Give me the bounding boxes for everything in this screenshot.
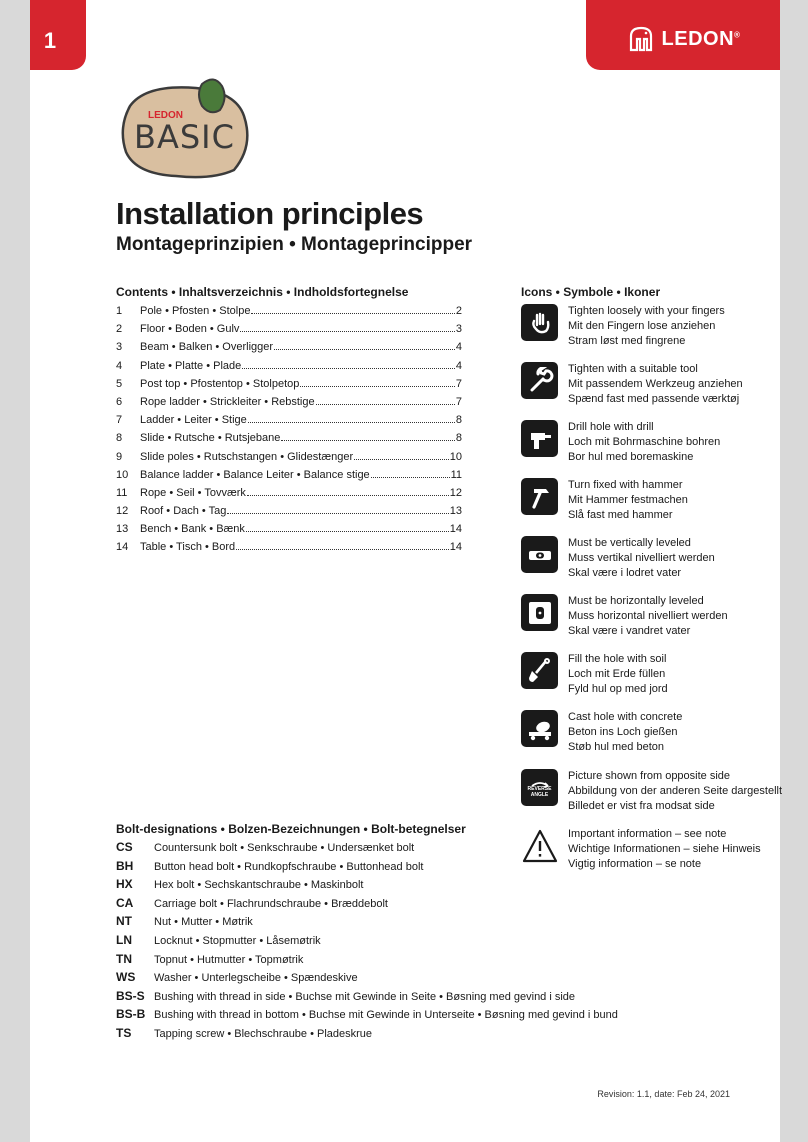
toc-title: Slide • Rutsche • Rutsjebane (140, 432, 281, 445)
toc-leader (236, 549, 449, 550)
toc-page: 4 (455, 359, 462, 372)
wrench-icon (521, 362, 558, 399)
toc-number: 2 (116, 323, 123, 336)
bolt-description: Carriage bolt • Flachrundschraube • Bræddebolt (154, 897, 388, 910)
bolt-description: Nut • Mutter • Møtrik (154, 916, 253, 929)
brand-name: LEDON® (661, 27, 741, 50)
toc-page: 2 (455, 305, 462, 317)
toc-page: 3 (455, 323, 462, 336)
toc-title: Bench • Bank • Bænk (140, 523, 245, 536)
bolt-row (116, 952, 618, 971)
icon-legend-row (521, 769, 782, 813)
toc-leader (354, 459, 449, 460)
toc-number: 4 (116, 359, 123, 372)
icon-description (568, 652, 668, 696)
toc-title: Rope ladder • Strickleiter • Rebstige (140, 395, 315, 408)
icon-description (568, 304, 725, 348)
icon-description-line: Mit den Fingern lose anziehen (568, 319, 716, 332)
toc-number: 6 (116, 395, 123, 408)
toc-leader (371, 477, 450, 478)
bolt-description: Bushing with thread in bottom • Buchse mit Gewinde in Unterseite • Bøsning med gevind i bund (154, 1009, 618, 1022)
contents-list (116, 305, 462, 560)
icon-description-line: Loch mit Erde füllen (568, 667, 666, 680)
hammer-icon (521, 478, 558, 515)
toc-page: 7 (455, 395, 462, 408)
hand-tighten-icon (521, 304, 558, 341)
toc-page: 10 (449, 450, 462, 463)
document-page (30, 0, 783, 1142)
toc-number: 5 (116, 377, 123, 390)
toc-page: 14 (449, 523, 462, 536)
icon-description-line: Billedet er vist fra modsat side (568, 799, 715, 812)
icon-description-line: Mit passendem Werkzeug anziehen (568, 377, 743, 390)
bolt-description: Topnut • Hutmutter • Topmøtrik (154, 953, 304, 966)
toc-row (116, 323, 462, 341)
toc-page: 7 (455, 377, 462, 390)
page-number: 1 (43, 28, 57, 53)
icon-description-line: Tighten with a suitable tool (568, 363, 698, 375)
toc-leader (274, 349, 455, 350)
icon-description-line: Wichtige Informationen – siehe Hinweis (568, 842, 761, 855)
toc-leader (227, 513, 448, 514)
toc-leader (251, 313, 454, 314)
concrete-mixer-icon (521, 710, 558, 747)
bolts-list (116, 840, 618, 1045)
page-number-tab (30, 0, 86, 70)
toc-leader (300, 386, 455, 387)
toc-row (116, 360, 462, 378)
icon-description-line: Important information – see note (568, 828, 727, 840)
bolt-row (116, 896, 618, 915)
toc-page: 14 (449, 541, 462, 554)
toc-leader (242, 368, 455, 369)
shovel-icon (521, 652, 558, 689)
toc-leader (240, 331, 454, 332)
icon-legend-row (521, 362, 743, 406)
icon-description-line: Bor hul med boremaskine (568, 450, 694, 463)
toc-row (116, 451, 462, 469)
toc-number: 11 (116, 486, 128, 499)
icon-description-line: Skal være i vandret vater (568, 624, 691, 637)
bolt-row (116, 1007, 618, 1026)
toc-title: Table • Tisch • Bord (140, 541, 236, 554)
toc-row (116, 523, 462, 541)
toc-number: 7 (116, 414, 123, 427)
toc-row (116, 469, 462, 487)
toc-number: 1 (116, 305, 123, 317)
icon-description-line: Turn fixed with hammer (568, 479, 683, 491)
bolt-row (116, 933, 618, 952)
icon-legend-row (521, 304, 725, 348)
icon-description-line: Skal være i lodret vater (568, 566, 682, 579)
contents-heading: Contents • Inhaltsverzeichnis • Indholdsfortegnelse (116, 285, 409, 299)
reverse-label: REVERSE (527, 786, 552, 792)
icons-heading: Icons • Symbole • Ikoner (521, 285, 661, 299)
toc-number: 13 (116, 523, 129, 536)
icon-description-line: Cast hole with concrete (568, 711, 683, 723)
toc-row (116, 305, 462, 323)
icon-description-line: Fyld hul op med jord (568, 682, 668, 695)
icon-description-line: Drill hole with drill (568, 421, 654, 433)
toc-page: 8 (455, 432, 462, 445)
drill-icon (521, 420, 558, 457)
bolt-code: TS (116, 1025, 132, 1040)
toc-row (116, 341, 462, 359)
toc-title: Plate • Platte • Plade (140, 359, 242, 372)
bolt-code: BS-B (116, 1007, 146, 1022)
toc-number: 9 (116, 450, 123, 463)
icon-description (568, 536, 715, 580)
toc-page: 4 (455, 341, 462, 354)
icon-legend-row (521, 420, 720, 464)
toc-title: Roof • Dach • Tag (140, 505, 227, 518)
toc-leader (248, 422, 455, 423)
bolt-description: Washer • Unterlegscheibe • Spændeskive (154, 972, 358, 985)
logo-small-text: LEDON (148, 110, 183, 121)
toc-title: Ladder • Leiter • Stige (140, 414, 247, 427)
toc-title: Pole • Pfosten • Stolpe (140, 305, 251, 317)
icon-description-line: Must be horizontally leveled (568, 595, 704, 607)
toc-number: 8 (116, 432, 123, 445)
bolt-code: CS (116, 840, 133, 854)
bolt-row (116, 914, 618, 933)
toc-title: Slide poles • Rutschstangen • Glidestænger (140, 450, 354, 463)
icon-description-line: Spænd fast med passende værktøj (568, 392, 740, 405)
toc-leader (316, 404, 455, 405)
icon-description-line: Picture shown from opposite side (568, 770, 731, 782)
ledon-basic-logo (116, 76, 256, 184)
bolt-code: BS-S (116, 988, 145, 1003)
icon-description (568, 594, 728, 638)
toc-row (116, 378, 462, 396)
toc-title: Post top • Pfostentop • Stolpetop (140, 377, 300, 390)
bolt-description: Locknut • Stopmutter • Låsemøtrik (154, 934, 321, 947)
icon-description-line: Slå fast med hammer (568, 508, 673, 521)
icon-legend-row (521, 652, 668, 696)
bolt-description: Button head bolt • Rundkopfschraube • Buttonhead bolt (154, 860, 424, 873)
bolt-row (116, 970, 618, 989)
bolt-description: Countersunk bolt • Senkschraube • Undersænket bolt (154, 842, 415, 854)
bolt-row (116, 840, 618, 859)
icon-legend-row (521, 536, 715, 580)
toc-number: 3 (116, 341, 123, 354)
bolt-code: NT (116, 914, 132, 929)
icon-description-line: Stram løst med fingrene (568, 334, 686, 347)
toc-page: 13 (449, 505, 462, 518)
ledon-logo (626, 24, 741, 54)
toc-number: 10 (116, 468, 129, 481)
bolt-code: BH (116, 858, 134, 873)
toc-page: 12 (449, 486, 462, 499)
toc-page: 11 (450, 468, 462, 481)
toc-row (116, 487, 462, 505)
toc-leader (281, 440, 454, 441)
toc-leader (247, 495, 449, 496)
toc-leader (246, 531, 449, 532)
bolt-code: CA (116, 895, 134, 910)
icon-description-line: Mit Hammer festmachen (568, 493, 688, 506)
bolt-description: Hex bolt • Sechskantschraube • Maskinbolt (154, 879, 364, 892)
icon-description (568, 769, 782, 813)
icon-legend-row (521, 710, 682, 754)
angle-label: ANGLE (530, 792, 549, 798)
bolt-code: TN (116, 951, 132, 966)
page-subtitle: Montageprinzipien • Montageprincipper (116, 234, 473, 255)
page-title: Installation principles (116, 196, 424, 231)
icon-description-line: Must be vertically leveled (568, 537, 691, 549)
toc-number: 12 (116, 505, 129, 518)
vertical-level-icon (521, 536, 558, 573)
bolt-description: Bushing with thread in side • Buchse mit Gewinde in Seite • Bøsning med gevind i side (154, 990, 576, 1003)
bolt-row (116, 1026, 618, 1045)
reverse-angle-icon (521, 769, 558, 806)
icon-description-line: Beton ins Loch gießen (568, 725, 678, 738)
logo-big-text: BASIC (134, 118, 235, 156)
toc-title: Rope • Seil • Tovværk (140, 486, 246, 499)
bolt-row (116, 989, 618, 1008)
icon-description-line: Fill the hole with soil (568, 653, 667, 665)
icon-description-line: Abbildung von der anderen Seite dargestellt (568, 784, 783, 797)
toc-row (116, 396, 462, 414)
toc-number: 14 (116, 541, 129, 554)
horizontal-level-icon (521, 594, 558, 631)
bolt-row (116, 877, 618, 896)
toc-row (116, 505, 462, 523)
toc-page: 8 (455, 414, 462, 427)
icon-description-line: Loch mit Bohrmaschine bohren (568, 435, 721, 448)
icon-description (568, 420, 720, 464)
elephant-icon (626, 24, 656, 54)
icon-description-line: Muss vertikal nivelliert werden (568, 551, 715, 564)
icon-description-line: Støb hul med beton (568, 740, 665, 753)
brand-header (586, 0, 780, 70)
bolts-heading: Bolt-designations • Bolzen-Bezeichnungen • Bolt-betegnelser (116, 822, 466, 836)
icon-description-line: Vigtig information – se note (568, 857, 702, 870)
toc-row (116, 432, 462, 450)
toc-title: Beam • Balken • Overligger (140, 341, 274, 354)
toc-title: Floor • Boden • Gulv (140, 323, 240, 336)
toc-row (116, 414, 462, 432)
icon-description (568, 478, 688, 522)
icon-description (568, 362, 743, 406)
bolt-code: LN (116, 932, 132, 947)
bolt-row (116, 859, 618, 878)
revision-info: Revision: 1.1, date: Feb 24, 2021 (597, 1089, 730, 1099)
icon-description-line: Tighten loosely with your fingers (568, 305, 725, 317)
bolt-code: HX (116, 877, 133, 892)
icon-description (568, 710, 682, 754)
icon-description-line: Muss horizontal nivelliert werden (568, 609, 728, 622)
bolt-code: WS (116, 970, 136, 985)
toc-row (116, 541, 462, 559)
bolt-description: Tapping screw • Blechschraube • Pladeskrue (154, 1027, 373, 1040)
toc-title: Balance ladder • Balance Leiter • Balance stige (140, 468, 370, 481)
icon-legend-row (521, 594, 728, 638)
icon-legend-row (521, 478, 688, 522)
